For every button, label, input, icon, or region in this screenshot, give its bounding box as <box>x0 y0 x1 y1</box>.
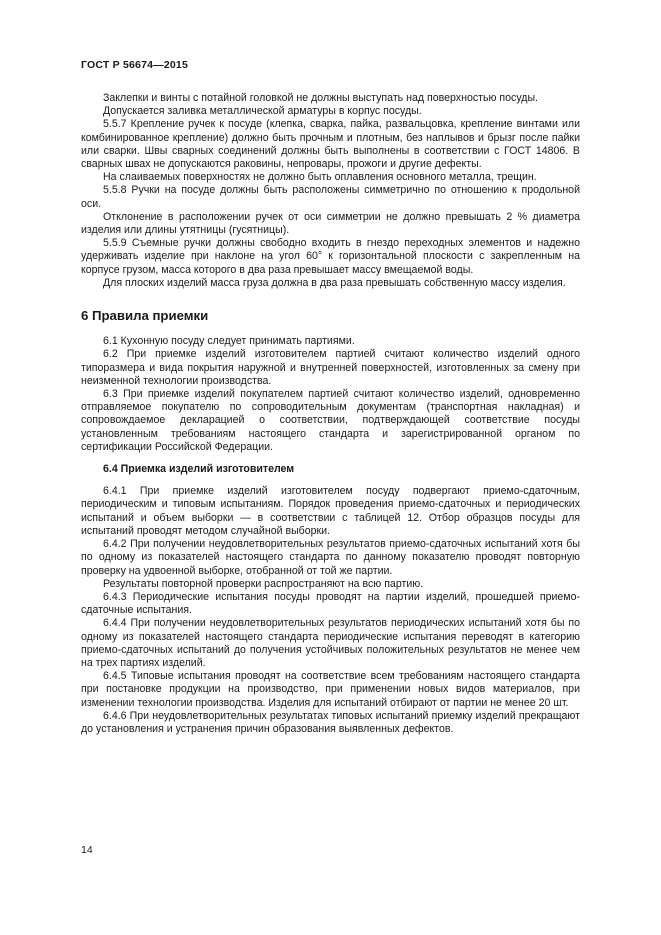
subsection-6-4-body <box>81 485 580 736</box>
paragraph: 6.3 При приемке изделий покупателем партией считают количество изделий, одновременно отправляемое покупателю по сопроводительным документам (транспортная накладная) и сопровождаемое декларацией о соответствии, подтверждающей соответствие посуды установленным требованиям настоящего стандарта и зарегистрированной органом по сертификации Российской Федерации. <box>81 388 580 453</box>
subsection-6-4-title: 6.4 Приемка изделий изготовителем <box>103 463 295 476</box>
paragraph: На слаиваемых поверхностях не должно быть оплавления основного металла, трещин. <box>103 171 537 184</box>
paragraph: 6.4.6 При неудовлетворительных результатах типовых испытаний приемку изделий прекращают до установления и устранения причин образования выявленных дефектов. <box>81 709 580 735</box>
page-content <box>81 92 580 736</box>
paragraph: Результаты повторной проверки распространяют на всю партию. <box>103 577 424 590</box>
paragraph: 6.4.2 При получении неудовлетворительных результатов приемо-сдаточных испытаний хотя бы по одному из показателей настоящего стандарта по данному показателю проводят повторную проверку на удвоенной выборке, отобранной от той же партии. <box>81 538 580 577</box>
paragraph: 6.4.1 При приемке изделий изготовителем посуду подвергают приемо-сдаточным, периодическим и типовым испытаниям. Порядок проведения приемо-сдаточных и периодических испытаний и объем выборки — в соответствии с таблицей 12. Отбор образцов посуды для испытаний проводят методом случайной выборки. <box>81 485 580 537</box>
document-header: ГОСТ Р 56674—2015 <box>81 59 189 71</box>
page-number: 14 <box>81 844 93 856</box>
paragraph: 6.2 При приемке изделий изготовителем партией считают количество изделий одного типоразмера и вида покрытия наружной и внутренней поверхностей, изготовленных за смену при неизменной технологии производства. <box>81 348 580 387</box>
section-5-continuation <box>81 92 580 290</box>
paragraph: Отклонение в расположении ручек от оси симметрии не должно превышать 2 % диаметра изделия или длины утятницы (гусятницы). <box>81 210 580 237</box>
section-6-body <box>81 335 580 454</box>
paragraph: 6.4.5 Типовые испытания проводят на соответствие всем требованиям настоящего стандарта при постановке продукции на производство, при применении новых видов материалов, при изменении технологии производства. Изделия для испытаний отбирают от партии не менее 20 шт. <box>81 670 580 709</box>
paragraph: 6.4.3 Периодические испытания посуды проводят на партии изделий, прошедшей приемо-сдаточные испытания. <box>81 590 580 617</box>
paragraph: 5.5.7 Крепление ручек к посуде (клепка, сварка, пайка, развальцовка, крепление винтами или комбинированное крепление) должно быть прочным и плотным, без наплывов и брызг после пайки или сварки. Швы сварных соединений должны быть выполнены в соответствии с ГОСТ 14806. В сварных швах не допускаются раковины, непровары, прожоги и другие дефекты. <box>81 118 580 171</box>
paragraph: Заклепки и винты с потайной головкой не должны выступать над поверхностью посуды. <box>103 92 539 104</box>
paragraph: 6.1 Кухонную посуду следует принимать партиями. <box>103 335 355 348</box>
paragraph: Допускается заливка металлической арматуры в корпус посуды. <box>103 105 422 118</box>
paragraph: Для плоских изделий масса груза должна в два раза превышать собственную массу изделия. <box>103 276 566 289</box>
paragraph: 6.4.4 При получении неудовлетворительных результатов периодических испытаний хотя бы по одному из показателей настоящего стандарта периодические испытания переводят в категорию приемо-сдаточных испытаний до получения устойчивых положительных результатов не менее чем на трех партиях изделий. <box>81 617 580 669</box>
paragraph: 5.5.9 Съемные ручки должны свободно входить в гнездо переходных элементов и надежно удерживать изделие при наклоне на угол 60° к горизонтальной плоскости с закрепленным на корпусе грузом, масса которого в два раза превышает массу вмещаемой воды. <box>81 237 580 276</box>
paragraph: 5.5.8 Ручки на посуде должны быть расположены симметрично по отношению к продольной оси. <box>81 184 580 210</box>
section-6-title: 6 Правила приемки <box>81 308 209 324</box>
